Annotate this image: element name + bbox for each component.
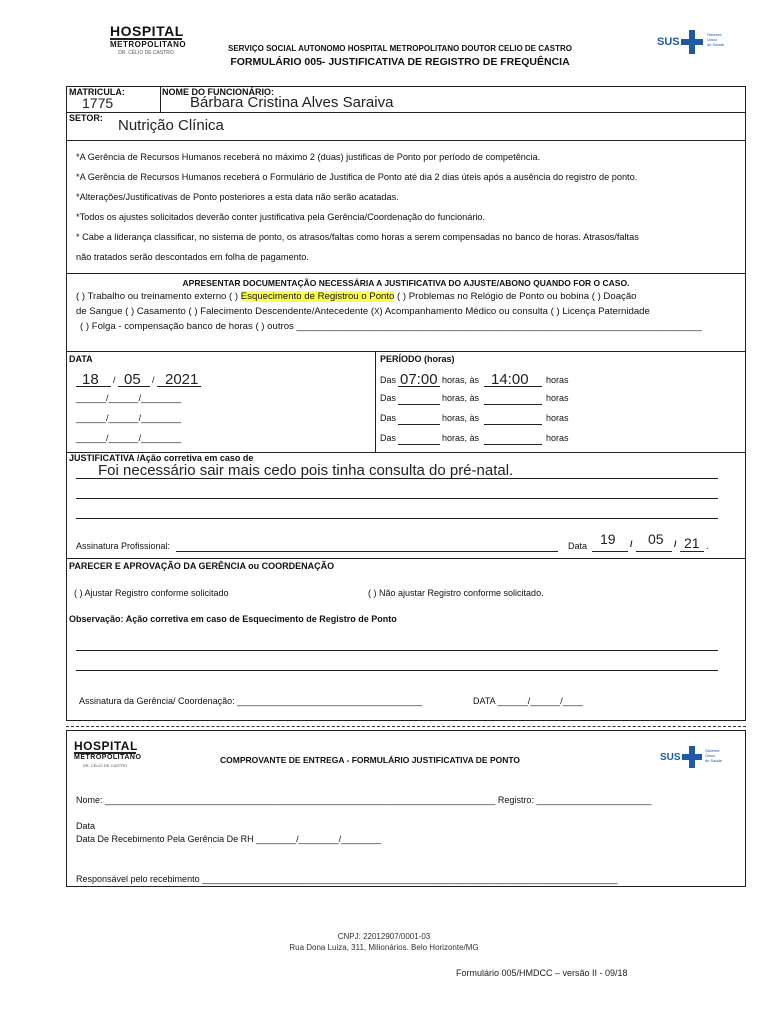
matricula-value[interactable]: 1775 <box>82 95 114 111</box>
comprovante-title: COMPROVANTE DE ENTREGA - FORMULÁRIO JUSTIFICATIVA DE PONTO <box>219 755 521 765</box>
date-filled[interactable]: / / 18 05 2021 <box>76 372 206 388</box>
comprovante-logo-line2: METROPOLITANO <box>74 754 142 761</box>
rules-list <box>76 152 744 272</box>
sus-logo <box>657 30 737 56</box>
periodo-das-3: Das <box>380 413 397 423</box>
sign-month[interactable]: 05 <box>648 531 664 547</box>
periodo-horas-as-4: horas, às <box>442 433 480 443</box>
date-day[interactable]: 18 <box>82 371 99 388</box>
sus-sub1: Sistema <box>707 32 722 37</box>
parecer-heading: PARECER E APROVAÇÃO DA GERÊNCIA ou COORDENAÇÃO <box>69 561 335 571</box>
periodo-horas-1: horas <box>546 375 569 385</box>
footer-version: Formulário 005/HMDCC – versão II - 09/18 <box>456 968 628 978</box>
justificativa-label: JUSTIFICATIVA /Ação corretiva em caso de <box>69 453 254 463</box>
sign-day[interactable]: 19 <box>600 531 616 547</box>
assinatura-profissional-line[interactable] <box>176 551 558 552</box>
periodo-row-4[interactable] <box>380 433 580 449</box>
rule-5: * Cabe a liderança classificar, no sistema de ponto, os atrasos/faltas como horas a serem compensadas no banco de horas. Atrasos/faltas <box>76 232 639 242</box>
options-row2-a[interactable]: de Sangue ( ) Casamento ( ) Falecimento Descendente/Antecedente ( <box>76 306 375 317</box>
comprovante-recebimento[interactable]: Data De Recebimento Pela Gerência De RH ________/________/________ <box>76 834 382 844</box>
rule-6: não tratados serão descontados em folha de pagamento. <box>76 252 309 262</box>
options-row-1 <box>76 291 637 302</box>
options-row1-a[interactable]: ( ) Trabalho ou treinamento externo ( ) <box>76 291 239 302</box>
comprovante-sus-sub2: Único <box>705 753 716 758</box>
periodo-horas-4: horas <box>546 433 569 443</box>
options-row-2 <box>76 306 650 317</box>
comprovante-sus-label: SUS <box>660 752 681 763</box>
logo-line1: HOSPITAL <box>110 23 184 39</box>
rule-2: *A Gerência de Recursos Humanos receberá o Formulário de Justifica de Ponto até dia 2 dias úteis após a ausência do registro de ponto. <box>76 172 638 182</box>
comprovante-sus-logo <box>660 746 730 770</box>
nome-value[interactable]: Bárbara Cristina Alves Saraiva <box>190 94 394 111</box>
date-month[interactable]: 05 <box>124 371 141 388</box>
justificativa-text[interactable]: Foi necessário sair mais cedo pois tinha consulta do pré-natal. <box>98 462 514 479</box>
periodo-horas-as-3: horas, às <box>442 413 480 423</box>
comprovante-box <box>66 730 746 887</box>
comprovante-cross-icon <box>682 746 702 768</box>
periodo-row-2[interactable] <box>380 393 580 409</box>
date-blank-4[interactable]: ______/______/________ <box>76 433 182 443</box>
data-assinatura-label: Data <box>568 541 588 551</box>
sus-sub2: Único <box>707 37 718 42</box>
footer-address: Rua Dona Luiza, 311, Milionários. Belo Horizonte/MG <box>289 943 479 952</box>
assinatura-gerencia-label[interactable]: Assinatura da Gerência/ Coordenação: _____________________________________ <box>79 696 423 706</box>
logo-line3: DR. CÉLIO DE CASTRO <box>118 50 174 56</box>
periodo-das-2: Das <box>380 393 397 403</box>
observacao-label: Observação: Ação corretiva em caso de Esquecimento de Registro de Ponto <box>69 614 397 624</box>
periodo-row-3[interactable] <box>380 413 580 429</box>
comprovante-sus-sub1: Sistema <box>705 748 720 753</box>
periodo-label: PERÍODO (horas) <box>380 354 455 364</box>
comprovante-logo-line3: DR. CÉLIO DE CASTRO <box>82 763 128 768</box>
date-blank-3[interactable]: ______/______/________ <box>76 413 182 423</box>
periodo-das-1: Das <box>380 375 397 385</box>
periodo-horas-as-2: horas, às <box>442 393 480 403</box>
sus-label: SUS <box>657 36 680 48</box>
option-esquecimento[interactable]: Esquecimento de Registrou o Ponto <box>240 291 395 302</box>
setor-value[interactable]: Nutrição Clínica <box>118 117 224 134</box>
options-row-3[interactable]: ( ) Folga - compensação banco de horas ( ) outros ____________________________________________________________________________ <box>80 321 703 332</box>
sus-sub3: de Saúde <box>707 42 725 47</box>
footer-cnpj: CNPJ: 22012907/0001-03 <box>337 932 431 941</box>
periodo-row-1[interactable] <box>380 372 580 388</box>
options-row1-b[interactable]: ( ) Problemas no Relógio de Ponto ou bobina ( ) Doação <box>397 291 637 302</box>
periodo-start[interactable]: 07:00 <box>400 371 438 388</box>
justificativa-line-2[interactable] <box>76 498 718 499</box>
justificativa-line-3[interactable] <box>76 518 718 519</box>
options-row2-b[interactable]: ) Acompanhamento Médico ou consulta ( ) Licença Paternidade <box>379 306 650 317</box>
cut-line <box>66 726 746 727</box>
comprovante-nome[interactable]: Nome: ______________________________________________________________________________ Registro: _______________________ <box>76 795 652 805</box>
opt-ajustar[interactable]: ( ) Ajustar Registro conforme solicitado <box>74 588 229 598</box>
comprovante-logo-line1: HOSPITAL <box>74 739 138 753</box>
comprovante-responsavel[interactable]: Responsável pelo recebimento ___________________________________________________________________________________ <box>76 874 618 884</box>
opt-nao-ajustar[interactable]: ( ) Não ajustar Registro conforme solicitado. <box>368 588 544 598</box>
observacao-line-2[interactable] <box>76 670 718 671</box>
setor-label: SETOR: <box>69 113 103 123</box>
org-title: SERVIÇO SOCIAL AUTONOMO HOSPITAL METROPOLITANO DOUTOR CELIO DE CASTRO <box>227 44 573 53</box>
periodo-das-4: Das <box>380 433 397 443</box>
data-assinatura[interactable]: Data / / . 19 05 21 <box>568 531 709 551</box>
rule-3: *Alterações/Justificativas de Ponto posteriores a esta data não serão acatadas. <box>76 192 399 202</box>
logo-line2: METROPOLITANO <box>110 40 187 49</box>
data-label: DATA <box>69 354 93 364</box>
comprovante-sus-sub3: de Saúde <box>705 758 723 763</box>
rule-1: *A Gerência de Recursos Humanos receberá no máximo 2 (duas) justificas de Ponto por período de competência. <box>76 152 541 162</box>
matricula-label: MATRICULA: <box>69 87 125 97</box>
comprovante-hospital-logo <box>74 739 142 769</box>
form-title: FORMULÁRIO 005- JUSTIFICATIVA DE REGISTRO DE FREQUÊNCIA <box>230 56 570 68</box>
assinatura-profissional-label: Assinatura Profissional: <box>76 541 171 551</box>
date-year[interactable]: 2021 <box>165 371 199 388</box>
data-gerencia[interactable]: DATA ______/______/____ <box>473 696 583 706</box>
periodo-horas-2: horas <box>546 393 569 403</box>
sign-year[interactable]: 21 <box>684 535 700 551</box>
rule-4: *Todos os ajustes solicitados deverão conter justificativa pela Gerência/Coordenação do funcionário. <box>76 212 486 222</box>
periodo-end[interactable]: 14:00 <box>491 371 529 388</box>
cross-icon <box>681 30 703 54</box>
comprovante-data-label: Data <box>76 821 96 831</box>
periodo-horas-as-1: horas, às <box>442 375 480 385</box>
nome-label: NOME DO FUNCIONÁRIO: <box>162 87 274 97</box>
option-x-mark[interactable]: X <box>374 307 380 316</box>
observacao-line-1[interactable] <box>76 650 718 651</box>
date-blank-2[interactable]: ______/______/________ <box>76 393 182 403</box>
periodo-horas-3: horas <box>546 413 569 423</box>
options-heading: APRESENTAR DOCUMENTAÇÃO NECESSÁRIA A JUSTIFICATIVA DO AJUSTE/ABONO QUANDO FOR O CASO. <box>182 278 630 288</box>
